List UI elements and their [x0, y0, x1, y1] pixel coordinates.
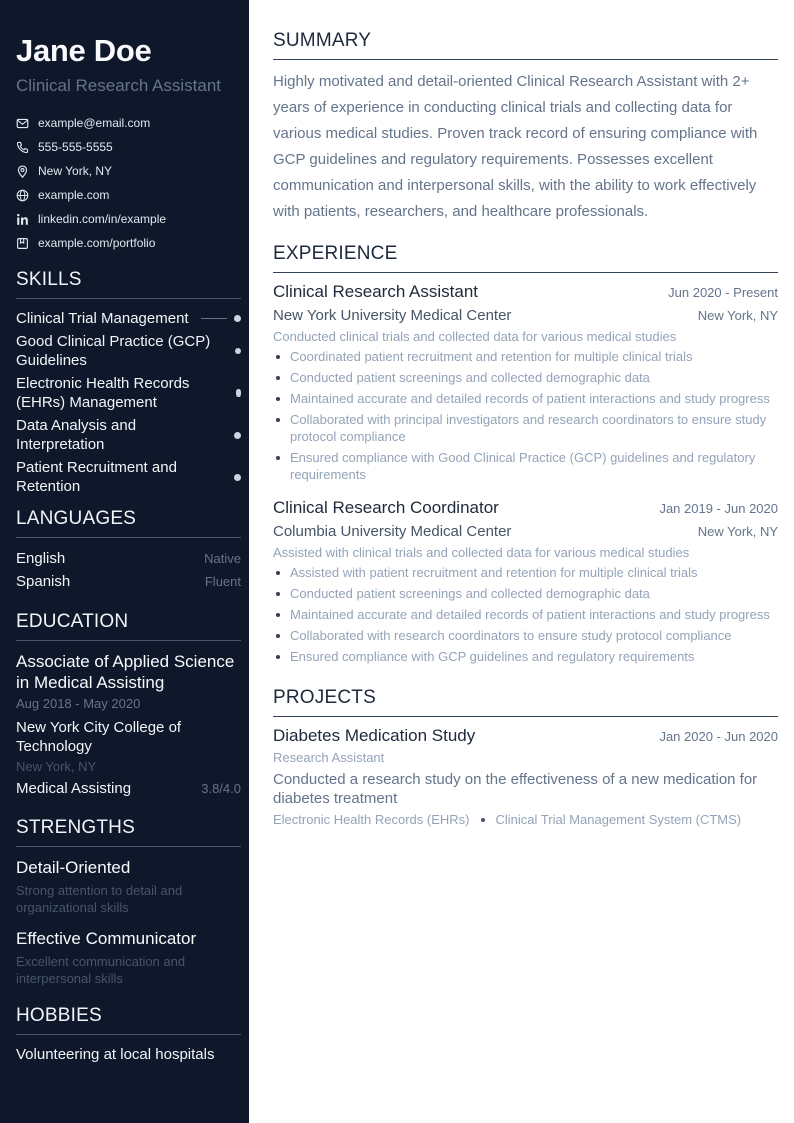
- job-title: Clinical Research Assistant: [273, 282, 479, 301]
- linkedin-icon: [16, 213, 29, 226]
- language-name: Spanish: [16, 573, 71, 590]
- project-tags: [273, 811, 778, 829]
- job-dates: Jun 2020 - Present: [668, 285, 778, 300]
- job-bullet: Conducted patient screenings and collected demographic data: [273, 585, 778, 602]
- skill-item: [16, 332, 241, 370]
- education-section: [16, 611, 241, 799]
- job-company: Columbia University Medical Center: [273, 523, 512, 540]
- contact-portfolio[interactable]: [16, 231, 241, 255]
- skill-level: [234, 432, 241, 439]
- skill-level: [236, 389, 241, 397]
- job-title: Clinical Research Coordinator: [273, 498, 499, 517]
- skill-label: Electronic Health Records (EHRs) Management: [16, 375, 190, 411]
- languages-heading: LANGUAGES: [16, 508, 241, 538]
- project-role: Research Assistant: [273, 750, 385, 765]
- project-title: Diabetes Medication Study: [273, 726, 476, 745]
- job-location: New York, NY: [697, 524, 778, 539]
- job-bullet: Collaborated with principal investigators and research coordinators to ensure study protocol compliance: [273, 411, 778, 445]
- strength-desc: Strong attention to detail and organizational skills: [16, 883, 183, 915]
- skill-item: [16, 458, 241, 496]
- job-description: Assisted with clinical trials and collected data for various medical studies: [273, 545, 690, 560]
- skill-item: [16, 374, 241, 412]
- strength-title: Detail-Oriented: [16, 858, 131, 877]
- language-level: Native: [204, 551, 241, 566]
- hobbies-section: [16, 1005, 241, 1064]
- map-pin-icon: [16, 165, 29, 178]
- skill-label: Clinical Trial Management: [16, 310, 189, 327]
- contact-email-text: example@email.com: [38, 116, 151, 130]
- education-school: New York City College of Technology: [16, 719, 182, 755]
- hobbies-heading: HOBBIES: [16, 1005, 241, 1035]
- strength-desc: Excellent communication and interpersonal skills: [16, 954, 186, 986]
- phone-icon: [16, 141, 29, 154]
- project-tag: Electronic Health Records (EHRs): [273, 812, 470, 827]
- contact-portfolio-text: example.com/portfolio: [38, 236, 156, 250]
- hobby-item: Volunteering at local hospitals: [16, 1046, 215, 1063]
- project-entry: [273, 725, 778, 829]
- strengths-section: [16, 817, 241, 987]
- job-bullets: [273, 564, 778, 665]
- summary-text: Highly motivated and detail-oriented Clinical Research Assistant with 2+ years of experience in conducting clinical trials and collecting data for various medical studies. Proven track record of ensuring compliance with GCP guidelines and regulatory requirements. Possesses excellent communication and interpersonal skills, with the ability to work effectively with patients, researchers, and healthcare professionals.: [273, 73, 758, 220]
- job-entry: [273, 497, 778, 665]
- candidate-name: Jane Doe: [16, 33, 152, 68]
- language-level: Fluent: [204, 574, 241, 589]
- skill-level: [234, 474, 241, 481]
- education-degree: Associate of Applied Science in Medical Assisting: [16, 652, 235, 692]
- language-item: [16, 547, 241, 570]
- candidate-role: Clinical Research Assistant: [16, 76, 222, 95]
- main-content: [249, 0, 794, 1123]
- contact-email[interactable]: [16, 111, 241, 135]
- job-bullet: Collaborated with research coordinators to ensure study protocol compliance: [273, 627, 778, 644]
- strength-title: Effective Communicator: [16, 929, 197, 948]
- strengths-heading: STRENGTHS: [16, 817, 241, 847]
- skill-item: [16, 416, 241, 454]
- tag-separator: [481, 818, 485, 822]
- portfolio-icon: [16, 237, 29, 250]
- experience-heading: EXPERIENCE: [273, 243, 778, 273]
- projects-heading: PROJECTS: [273, 687, 778, 717]
- summary-heading: SUMMARY: [273, 30, 778, 60]
- contact-phone[interactable]: [16, 135, 241, 159]
- education-dates: Aug 2018 - May 2020: [16, 696, 141, 711]
- contact-location-text: New York, NY: [38, 164, 113, 178]
- job-company: New York University Medical Center: [273, 307, 512, 324]
- education-field: Medical Assisting: [16, 780, 132, 797]
- mail-icon: [16, 117, 29, 130]
- project-tag: Clinical Trial Management System (CTMS): [495, 812, 742, 827]
- skill-item: [16, 309, 241, 328]
- contact-phone-text: 555-555-5555: [38, 140, 113, 154]
- skill-label: Patient Recruitment and Retention: [16, 459, 177, 495]
- education-city: New York, NY: [16, 759, 97, 774]
- strength-item: [16, 928, 241, 987]
- skills-section: [16, 269, 241, 496]
- skill-level: [201, 315, 241, 322]
- strength-item: [16, 857, 241, 916]
- language-item: [16, 570, 241, 593]
- contact-linkedin[interactable]: [16, 207, 241, 231]
- summary-section: [273, 30, 778, 225]
- language-name: English: [16, 550, 66, 567]
- job-bullet: Ensured compliance with GCP guidelines and regulatory requirements: [273, 648, 778, 665]
- skill-level: [235, 348, 241, 354]
- skill-label: Good Clinical Practice (GCP) Guidelines: [16, 333, 211, 369]
- contact-location: [16, 159, 241, 183]
- job-bullet: Coordinated patient recruitment and retention for multiple clinical trials: [273, 348, 778, 365]
- globe-icon: [16, 189, 29, 202]
- job-description: Conducted clinical trials and collected data for various medical studies: [273, 329, 677, 344]
- education-gpa: 3.8/4.0: [201, 781, 241, 796]
- project-dates: Jan 2020 - Jun 2020: [659, 729, 778, 744]
- job-dates: Jan 2019 - Jun 2020: [659, 501, 778, 516]
- job-bullet: Conducted patient screenings and collected demographic data: [273, 369, 778, 386]
- education-heading: EDUCATION: [16, 611, 241, 641]
- skills-heading: SKILLS: [16, 269, 241, 299]
- job-bullets: [273, 348, 778, 483]
- job-entry: [273, 281, 778, 483]
- job-bullet: Maintained accurate and detailed records of patient interactions and study progress: [273, 390, 778, 407]
- contact-list: [16, 111, 241, 255]
- job-bullet: Maintained accurate and detailed records of patient interactions and study progress: [273, 606, 778, 623]
- job-bullet: Ensured compliance with Good Clinical Practice (GCP) guidelines and regulatory requirements: [273, 449, 778, 483]
- languages-section: [16, 508, 241, 593]
- job-location: New York, NY: [697, 308, 778, 323]
- sidebar: [0, 0, 249, 1123]
- contact-website[interactable]: [16, 183, 241, 207]
- skill-label: Data Analysis and Interpretation: [16, 417, 137, 453]
- education-field-row: [16, 779, 241, 799]
- contact-linkedin-text: linkedin.com/in/example: [38, 212, 167, 226]
- contact-website-text: example.com: [38, 188, 110, 202]
- projects-section: [273, 687, 778, 829]
- experience-section: [273, 243, 778, 665]
- project-description: Conducted a research study on the effectiveness of a new medication for diabetes treatment: [273, 771, 758, 807]
- job-bullet: Assisted with patient recruitment and retention for multiple clinical trials: [273, 564, 778, 581]
